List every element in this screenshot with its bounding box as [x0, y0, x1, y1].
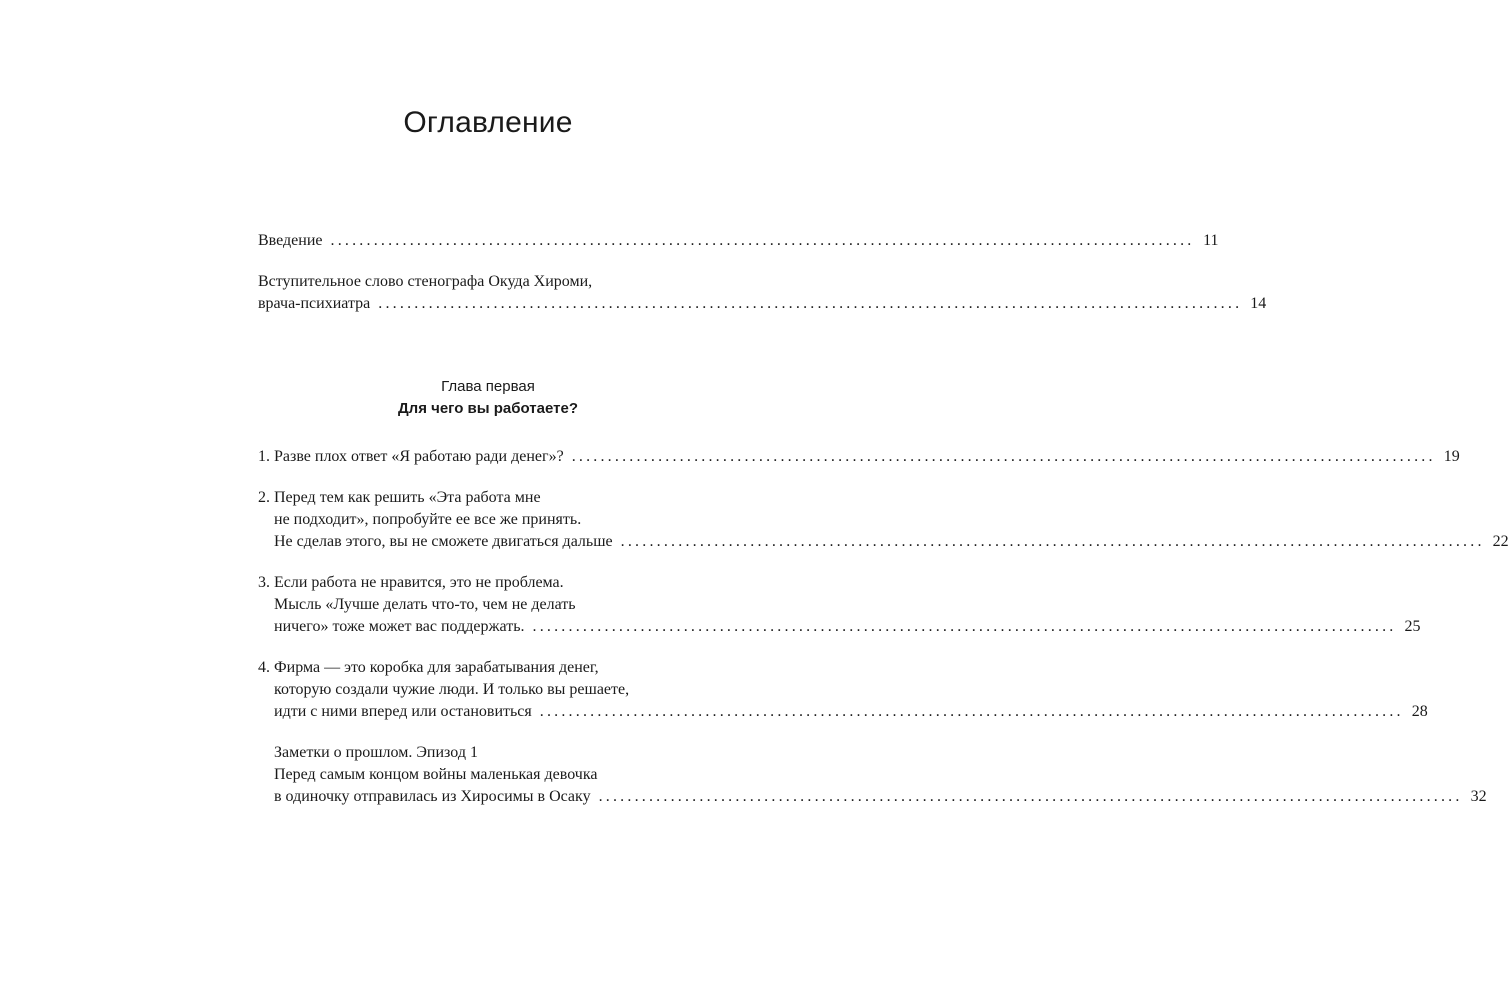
toc-entry-title-line: которую создали чужие люди. И только вы решаете, [274, 681, 630, 698]
dot-leader: ........................................................................................................................ [620, 533, 1485, 550]
chapter-label: Глава первая [441, 378, 535, 395]
toc-entry-title-line: идти с ними вперед или остановиться [274, 703, 532, 720]
toc-entry-title-line: 4. Фирма — это коробка для зарабатывания денег, [258, 659, 599, 676]
toc-entry-title-line: Мысль «Лучше делать что-то, чем не делать [274, 596, 576, 613]
dot-leader: ........................................................................................................................ [330, 232, 1195, 249]
toc-page-number: 22 [1492, 533, 1509, 550]
toc-page-number: 28 [1411, 703, 1428, 720]
toc-entry-title-line: врача-психиатра [258, 295, 371, 312]
dot-leader: ........................................................................................................................ [571, 448, 1436, 465]
toc-entry-title-line: Заметки о прошлом. Эпизод 1 [274, 744, 478, 761]
toc-entry-3 [258, 572, 1421, 638]
toc-entry-title-line: ничего» тоже может вас поддержать. [274, 618, 525, 635]
toc-entry-notes-episode-1 [258, 742, 1487, 808]
toc-entry-introduction [258, 230, 1219, 252]
toc-page-number: 25 [1404, 618, 1421, 635]
chapter-title: Для чего вы работаете? [397, 400, 578, 417]
dot-leader: ........................................................................................................................ [378, 295, 1243, 312]
toc-entry-title-line: Не сделав этого, вы не сможете двигаться дальше [274, 533, 613, 550]
toc-front-matter [258, 230, 1267, 334]
toc-entry-2 [258, 487, 1509, 553]
toc-entry-title-line: Вступительное слово стенографа Окуда Хироми, [258, 273, 593, 290]
toc-entry-title-line: в одиночку отправилась из Хиросимы в Осаку [274, 788, 591, 805]
toc-chapter-entries [258, 446, 1509, 827]
toc-entry-title-line: Перед самым концом войны маленькая девочка [274, 766, 598, 783]
dot-leader: ........................................................................................................................ [598, 788, 1463, 805]
toc-page-number: 32 [1470, 788, 1487, 805]
toc-entry-title-line: 2. Перед тем как решить «Эта работа мне [258, 489, 541, 506]
toc-entry-title: Введение [258, 232, 323, 249]
toc-page-number: 11 [1203, 232, 1219, 249]
toc-page-number: 19 [1443, 448, 1460, 465]
toc-entry-stenographer-foreword [258, 271, 1267, 315]
dot-leader: ........................................................................................................................ [539, 703, 1404, 720]
toc-entry-title-line: 3. Если работа не нравится, это не проблема. [258, 574, 564, 591]
toc-entry-title: 1. Разве плох ответ «Я работаю ради денег»? [258, 448, 564, 465]
toc-page-number: 14 [1250, 295, 1267, 312]
page-title: Оглавление [403, 106, 573, 140]
dot-leader: ........................................................................................................................ [532, 618, 1397, 635]
toc-entry-4 [258, 657, 1428, 723]
toc-entry-1 [258, 446, 1460, 468]
chapter-heading [258, 376, 718, 420]
toc-entry-title-line: не подходит», попробуйте ее все же принять. [274, 511, 582, 528]
